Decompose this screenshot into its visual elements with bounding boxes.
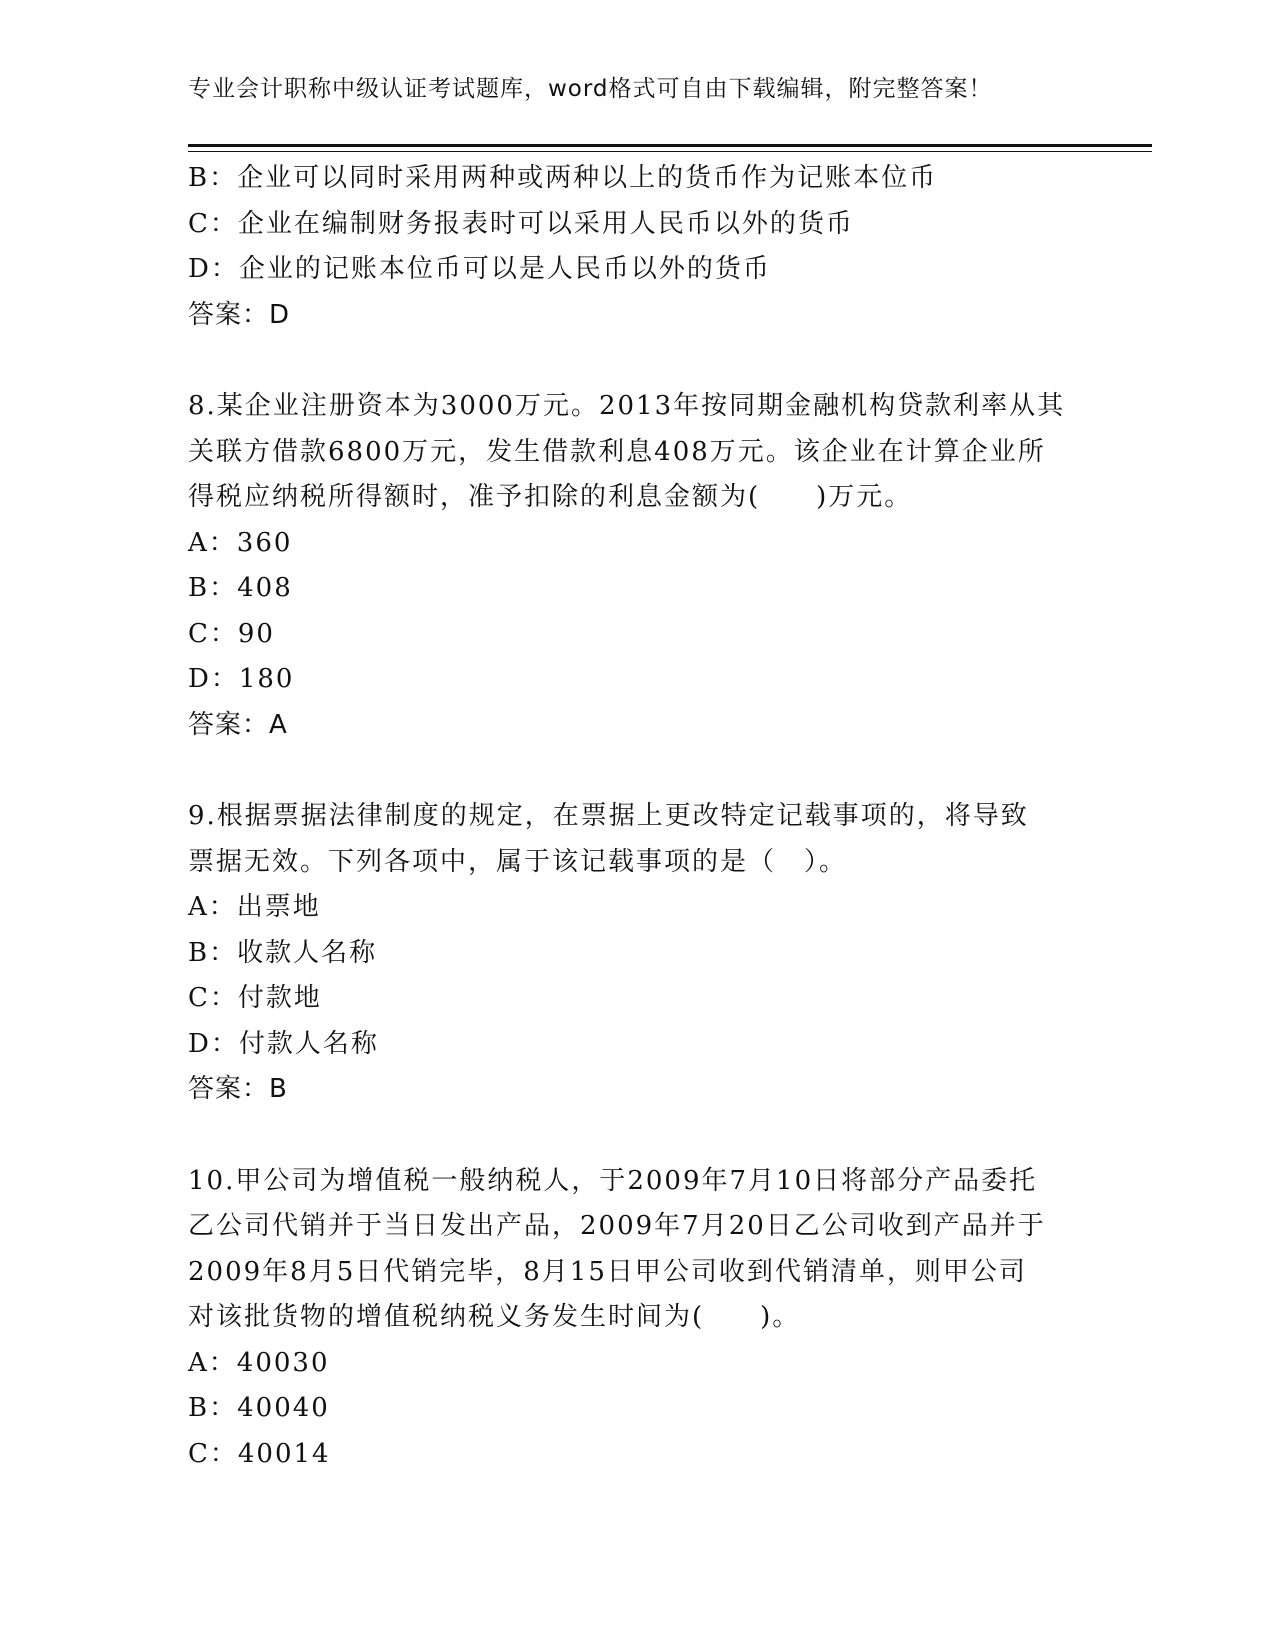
option-c: C：付款地 — [188, 983, 322, 1013]
question-text: 10.甲公司为增值税一般纳税人，于2009年7月10日将部分产品委托 乙公司代销并于当日发出产品，2009年7月20日乙公司收到产品并于 2009年8月5日代销完毕，8月15日甲公司收到代销清单，则甲公司 对该批货物的增值税纳税义务发生时间为( )。 — [188, 1165, 1046, 1332]
option-b: B：40040 — [188, 1393, 330, 1423]
exam-content — [188, 156, 1088, 1477]
question-text: 8.某企业注册资本为3000万元。2013年按同期金融机构贷款利率从其 关联方借款6800万元，发生借款利息408万元。该企业在计算企业所 得税应纳税所得额时，准予扣除的利息金额为( )万元。 — [188, 391, 1066, 512]
answer-line: 答案：D — [188, 299, 291, 330]
question-10 — [188, 1159, 1088, 1478]
option-c: C：90 — [188, 618, 275, 649]
continued-question — [188, 156, 1088, 338]
option-b: B：收款人名称 — [188, 937, 378, 968]
page-header: 专业会计职称中级认证考试题库，word格式可自由下载编辑，附完整答案！ — [188, 76, 993, 102]
option-c: C：40014 — [188, 1438, 331, 1469]
question-text: 9.根据票据法律制度的规定，在票据上更改特定记载事项的，将导致 票据无效。下列各项中，属于该记载事项的是（ ）。 — [188, 801, 1029, 877]
option-c: C：企业在编制财务报表时可以采用人民币以外的货币 — [188, 208, 854, 239]
question-8 — [188, 384, 1088, 748]
option-d: D：付款人名称 — [188, 1028, 379, 1059]
option-a: A：40030 — [188, 1347, 330, 1378]
option-b: B：408 — [188, 573, 293, 603]
header-rule-thick — [188, 144, 1152, 147]
answer-line: 答案：B — [188, 1074, 288, 1104]
option-a: A：360 — [188, 527, 293, 558]
option-a: A：出票地 — [188, 892, 321, 922]
option-d: D：企业的记账本位币可以是人民币以外的货币 — [188, 254, 771, 284]
header-rule-thin — [188, 151, 1152, 152]
option-d: D：180 — [188, 664, 295, 694]
answer-line: 答案：A — [188, 709, 288, 740]
question-9 — [188, 794, 1088, 1113]
option-b: B：企业可以同时采用两种或两种以上的货币作为记账本位币 — [188, 163, 938, 193]
